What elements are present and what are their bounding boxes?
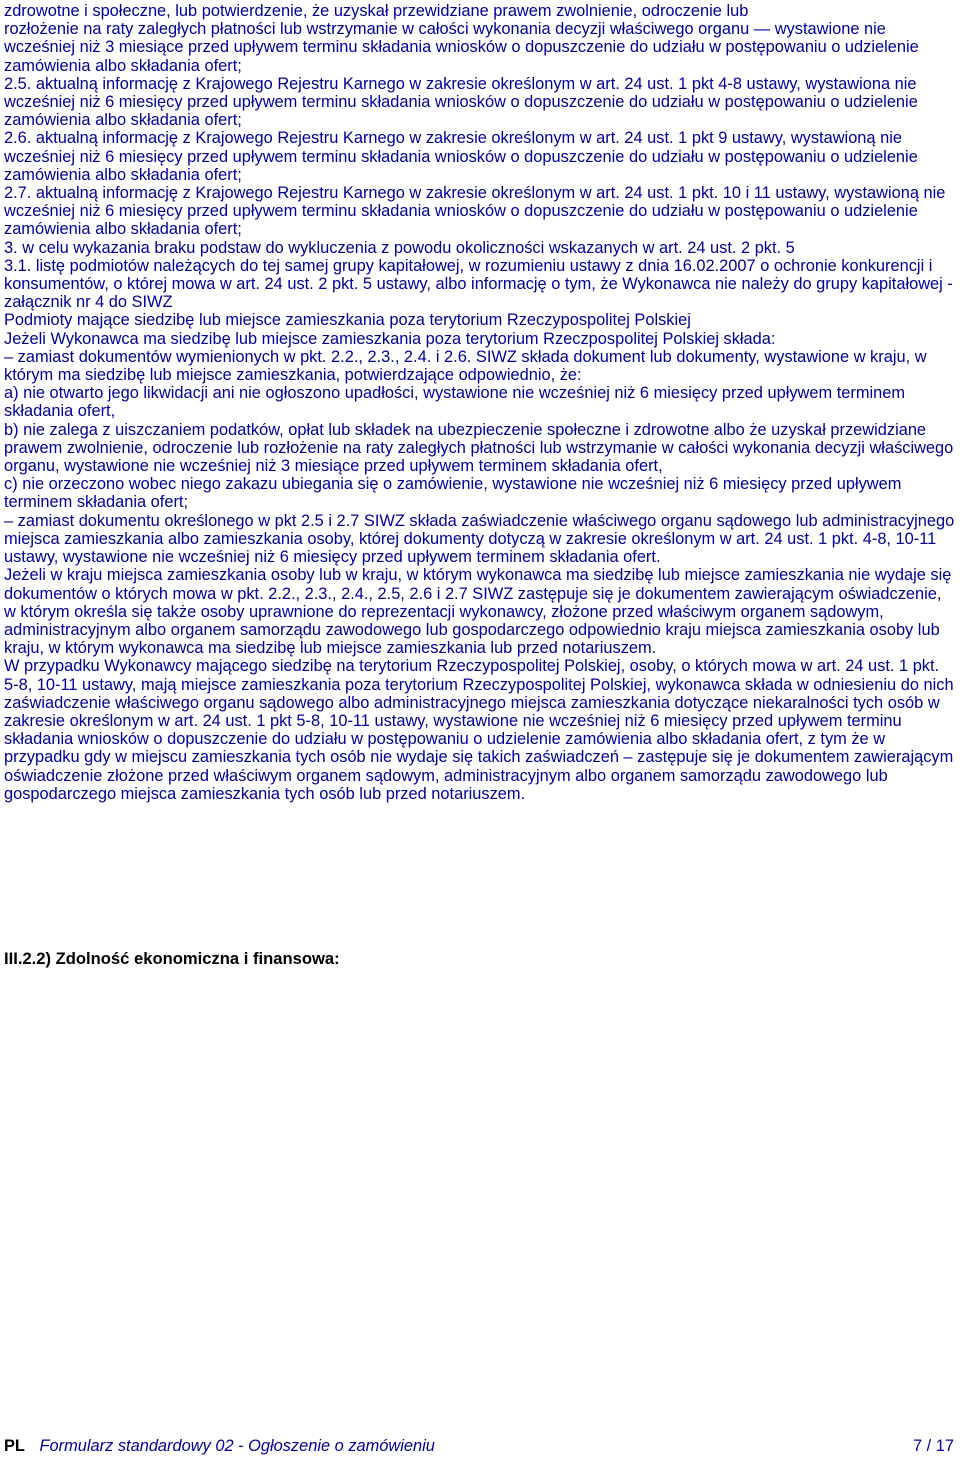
paragraph-foreign-intro: Jeżeli Wykonawca ma siedzibę lub miejsce zamieszkania poza terytorium Rzeczpospolitej Polskiej składa: [4, 329, 776, 348]
section-heading: III.2.2) Zdolność ekonomiczna i finansowa: [4, 949, 340, 968]
paragraph-2-4-cont: rozłożenie na raty zaległych płatności lub wstrzymanie w całości wykonania decyzji właściwego organu — wystawione nie wcześniej niż 3 miesiące przed upływem terminu składania wniosków o dopuszczenie do udziału w postępowaniu o udzielenie zamówienia albo składania ofert; [4, 20, 919, 75]
paragraph-3-1: 3.1. listę podmiotów należących do tej samej grupy kapitałowej, w rozumieniu ustawy z dnia 16.02.2007 o ochronie konkurencji i konsumentów, o której mowa w art. 24 ust. 2 pkt. 5 ustawy, albo informację o tym, że Wykonawca nie należy do grupy kapitałowej - załącznik nr 4 do SIWZ [4, 256, 953, 312]
paragraph-b: b) nie zalega z uiszczaniem podatków, opłat lub składek na ubezpieczenie społeczne i zdrowotne albo że uzyskał przewidziane prawem zwolnienie, odroczenie lub rozłożenie na raty zaległych płatności lub wstrzymanie w całości wykonania decyzji właściwego organu, wystawione nie wcześniej niż 3 miesiące przed upływem terminem składania ofert, [4, 420, 954, 476]
paragraph-polish-seat: W przypadku Wykonawcy mającego siedzibę na terytorium Rzeczypospolitej Polskiej, osoby, o których mowa w art. 24 ust. 1 pkt. 5-8, 10-11 ustawy, mają miejsce zamieszkania poza terytorium Rzeczypospolitej Polskiej, wykonawca składa w odniesieniu do nich zaświadczenie właściwego organu sądowego albo administracyjnego miejsca zamieszkania dotyczące niekaralności tych osób w zakresie określonym w art. 24 ust. 1 pkt 5-8, 10-11 ustawy, wystawione nie wcześniej niż 6 miesięcy przed upływem terminu składania wniosków o dopuszczenie do udziału w postępowaniu o udzielenie zamówienia albo składania ofert, z tym że w przypadku gdy w miejscu zamieszkania tych osób nie wydaje się takich zaświadczeń – zastępuje się je dokumentem zawierającym oświadczenie złożone przed właściwym organem sądowym, administracyjnym albo organem samorządu zawodowego lub gospodarczego miejsca zamieszkania tych osób lub przed notariuszem. [4, 657, 954, 803]
footer-language: PL [4, 1437, 25, 1455]
paragraph-instead-docs: – zamiast dokumentów wymienionych w pkt. 2.2., 2.3., 2.4. i 2.6. SIWZ składa dokument lub dokumenty, wystawione w kraju, w którym ma siedzibę lub miejsce zamieszkania, potwierdzające odpowiednio, że: [4, 347, 927, 385]
paragraph-c: c) nie orzeczono wobec niego zakazu ubiegania się o zamówienie, wystawione nie wcześniej niż 6 miesięcy przed upływem terminem składania ofert; [4, 475, 902, 512]
document-body [4, 0, 956, 803]
footer-form-title: Formularz standardowy 02 - Ogłoszenie o zamówieniu [39, 1437, 435, 1455]
paragraph-2-5: 2.5. aktualną informację z Krajowego Rejestru Karnego w zakresie określonym w art. 24 ust. 1 pkt 4-8 ustawy, wystawiona nie wcześniej niż 6 miesięcy przed upływem terminu składania wniosków o dopuszczenie do udziału w postępowaniu o udzielenie zamówienia albo składania ofert; [4, 74, 918, 130]
paragraph-foreign-entities: Podmioty mające siedzibę lub miejsce zamieszkania poza terytorium Rzeczypospolitej Polskiej [4, 311, 691, 330]
page-footer [4, 1437, 956, 1456]
paragraph-a: a) nie otwarto jego likwidacji ani nie ogłoszono upadłości, wystawione nie wcześniej niż 6 miesięcy przed upływem terminem składania ofert, [4, 384, 905, 421]
paragraph-2-6: 2.6. aktualną informację z Krajowego Rejestru Karnego w zakresie określonym w art. 24 ust. 1 pkt 9 ustawy, wystawioną nie wcześniej niż 6 miesięcy przed upływem terminu składania wniosków o dopuszczenie do udziału w postępowaniu o udzielenie zamówienia albo składania ofert; [4, 129, 918, 184]
footer-page-number: 7 / 17 [912, 1437, 954, 1455]
paragraph-if-country: Jeżeli w kraju miejsca zamieszkania osoby lub w kraju, w którym wykonawca ma siedzibę lub miejsce zamieszkania nie wydaje się dokumentów o których mowa w pkt. 2.2., 2.3., 2.4., 2.5, 2.6 i 2.7 SIWZ zastępuje się je dokumentem zawierającym oświadczenie, w którym określa się także osoby uprawnione do reprezentacji wykonawcy, złożone przed właściwym organem sądowym, administracyjnym albo organem samorządu zawodowego lub gospodarczego odpowiednio kraju miejsca zamieszkania osoby lub kraju, w którym wykonawca ma siedzibę lub miejsce zamieszkania lub przed notariuszem. [4, 566, 952, 658]
paragraph-instead-doc: – zamiast dokumentu określonego w pkt 2.5 i 2.7 SIWZ składa zaświadczenie właściwego organu sądowego lub administracyjnego miejsca zamieszkania albo zamieszkania osoby, której dokumenty dotyczą w zakresie określonym w art. 24 ust. 1 pkt. 4-8, 10-11 ustawy, wystawione nie wcześniej niż 6 miesięcy przed upływem terminem składania ofert. [4, 511, 955, 567]
paragraph-3: 3. w celu wykazania braku podstaw do wykluczenia z powodu okoliczności wskazanych w art. 24 ust. 2 pkt. 5 [4, 238, 795, 257]
paragraph-2-7: 2.7. aktualną informację z Krajowego Rejestru Karnego w zakresie określonym w art. 24 ust. 1 pkt. 10 i 11 ustawy, wystawioną nie wcześniej niż 6 miesięcy przed upływem terminu składania wniosków o dopuszczenie do udziału w postępowaniu o udzielenie zamówienia albo składania ofert; [4, 184, 946, 239]
paragraph-continuation: zdrowotne i społeczne, lub potwierdzenie, że uzyskał przewidziane prawem zwolnienie, odroczenie lub [4, 2, 749, 20]
